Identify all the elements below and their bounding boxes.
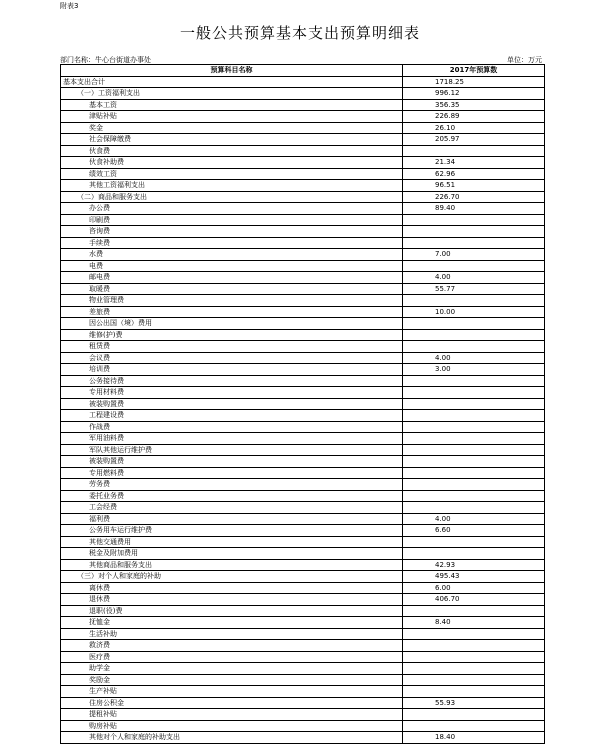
row-item-name: 奖金	[61, 122, 403, 134]
table-row	[61, 157, 545, 169]
table-row	[61, 513, 545, 525]
row-item-name: （二）商品和服务支出	[61, 191, 403, 203]
row-amount: 495.43	[403, 571, 545, 583]
table-row	[61, 444, 545, 456]
row-item-name: 被装购置费	[61, 398, 403, 410]
row-amount	[403, 398, 545, 410]
row-item-name: 取暖费	[61, 283, 403, 295]
row-amount	[403, 686, 545, 698]
table-row	[61, 421, 545, 433]
table-row	[61, 651, 545, 663]
table-row	[61, 134, 545, 146]
table-row	[61, 318, 545, 330]
row-item-name: 退休费	[61, 594, 403, 606]
table-row	[61, 122, 545, 134]
table-row	[61, 605, 545, 617]
row-amount: 89.40	[403, 203, 545, 215]
table-row	[61, 191, 545, 203]
row-item-name: 专用燃料费	[61, 467, 403, 479]
table-body	[61, 76, 545, 743]
row-amount: 42.93	[403, 559, 545, 571]
row-item-name: 伙食补助费	[61, 157, 403, 169]
row-amount	[403, 260, 545, 272]
row-amount	[403, 605, 545, 617]
row-amount: 4.00	[403, 352, 545, 364]
table-row	[61, 582, 545, 594]
row-item-name: 劳务费	[61, 479, 403, 491]
table-row	[61, 88, 545, 100]
row-item-name: 其他对个人和家庭的补助支出	[61, 732, 403, 744]
table-row	[61, 329, 545, 341]
row-amount	[403, 214, 545, 226]
row-amount: 4.00	[403, 513, 545, 525]
row-amount: 205.97	[403, 134, 545, 146]
table-row	[61, 180, 545, 192]
table-row	[61, 686, 545, 698]
row-item-name: 助学金	[61, 663, 403, 675]
row-amount	[403, 467, 545, 479]
row-amount	[403, 145, 545, 157]
table-row	[61, 628, 545, 640]
row-amount	[403, 410, 545, 422]
row-item-name: 租赁费	[61, 341, 403, 353]
row-amount	[403, 295, 545, 307]
row-item-name: 奖励金	[61, 674, 403, 686]
row-amount	[403, 502, 545, 514]
row-item-name: 医疗费	[61, 651, 403, 663]
row-item-name: 生产补贴	[61, 686, 403, 698]
row-item-name: 维修(护)费	[61, 329, 403, 341]
table-row	[61, 295, 545, 307]
row-item-name: 福利费	[61, 513, 403, 525]
row-amount: 55.93	[403, 697, 545, 709]
row-item-name: 公务接待费	[61, 375, 403, 387]
row-amount	[403, 318, 545, 330]
row-amount	[403, 663, 545, 675]
row-amount: 10.00	[403, 306, 545, 318]
row-amount	[403, 341, 545, 353]
table-row	[61, 249, 545, 261]
table-row	[61, 168, 545, 180]
table-row	[61, 433, 545, 445]
row-item-name: 税金及附加费用	[61, 548, 403, 560]
row-amount: 406.70	[403, 594, 545, 606]
row-item-name: 工会经费	[61, 502, 403, 514]
row-amount: 26.10	[403, 122, 545, 134]
table-row	[61, 732, 545, 744]
row-item-name: 咨询费	[61, 226, 403, 238]
row-item-name: 水费	[61, 249, 403, 261]
table-row	[61, 387, 545, 399]
table-row	[61, 145, 545, 157]
row-item-name: 工程建设费	[61, 410, 403, 422]
table-row	[61, 525, 545, 537]
row-amount	[403, 479, 545, 491]
table-row	[61, 410, 545, 422]
row-amount	[403, 720, 545, 732]
row-item-name: 其他商品和服务支出	[61, 559, 403, 571]
table-row	[61, 341, 545, 353]
table-row	[61, 306, 545, 318]
table-row	[61, 111, 545, 123]
row-amount: 1718.25	[403, 76, 545, 88]
table-row	[61, 548, 545, 560]
row-amount: 21.34	[403, 157, 545, 169]
row-item-name: 物业管理费	[61, 295, 403, 307]
table-row	[61, 99, 545, 111]
table-header-row	[61, 65, 545, 77]
row-item-name: 离休费	[61, 582, 403, 594]
row-amount: 226.70	[403, 191, 545, 203]
row-item-name: 其他工资福利支出	[61, 180, 403, 192]
row-item-name: 购房补贴	[61, 720, 403, 732]
row-amount: 55.77	[403, 283, 545, 295]
row-item-name: 基本支出合计	[61, 76, 403, 88]
row-item-name: 社会保障缴费	[61, 134, 403, 146]
row-item-name: 作战费	[61, 421, 403, 433]
row-item-name: 印刷费	[61, 214, 403, 226]
table-row	[61, 479, 545, 491]
table-row	[61, 76, 545, 88]
row-amount: 3.00	[403, 364, 545, 376]
row-amount	[403, 628, 545, 640]
row-amount: 226.89	[403, 111, 545, 123]
row-amount: 996.12	[403, 88, 545, 100]
row-amount	[403, 421, 545, 433]
row-amount	[403, 456, 545, 468]
row-item-name: 抚恤金	[61, 617, 403, 629]
header-budget-amount: 2017年预算数	[403, 65, 545, 77]
row-item-name: 救济费	[61, 640, 403, 652]
row-item-name: （一）工资福利支出	[61, 88, 403, 100]
row-amount: 8.40	[403, 617, 545, 629]
row-item-name: 绩效工资	[61, 168, 403, 180]
row-item-name: 被装购置费	[61, 456, 403, 468]
table-row	[61, 456, 545, 468]
row-amount	[403, 444, 545, 456]
row-amount: 6.00	[403, 582, 545, 594]
table-row	[61, 571, 545, 583]
row-amount	[403, 651, 545, 663]
page-title: 一般公共预算基本支出预算明细表	[179, 24, 420, 42]
budget-table	[60, 64, 545, 744]
row-amount	[403, 640, 545, 652]
row-amount	[403, 329, 545, 341]
table-row	[61, 617, 545, 629]
table-row	[61, 536, 545, 548]
row-item-name: 基本工资	[61, 99, 403, 111]
row-amount	[403, 387, 545, 399]
unit-label: 单位：万元	[507, 56, 542, 64]
row-amount	[403, 548, 545, 560]
row-amount: 6.60	[403, 525, 545, 537]
table-row	[61, 490, 545, 502]
row-item-name: 津贴补贴	[61, 111, 403, 123]
table-row	[61, 559, 545, 571]
table-row	[61, 214, 545, 226]
row-amount: 4.00	[403, 272, 545, 284]
table-row	[61, 237, 545, 249]
row-amount	[403, 375, 545, 387]
row-item-name: 伙食费	[61, 145, 403, 157]
table-row	[61, 283, 545, 295]
row-item-name: 委托业务费	[61, 490, 403, 502]
row-item-name: 生活补助	[61, 628, 403, 640]
row-item-name: 会议费	[61, 352, 403, 364]
row-item-name: 提租补贴	[61, 709, 403, 721]
table-row	[61, 594, 545, 606]
row-item-name: 因公出国（境）费用	[61, 318, 403, 330]
row-item-name: 差旅费	[61, 306, 403, 318]
table-row	[61, 720, 545, 732]
table-row	[61, 375, 545, 387]
table-row	[61, 272, 545, 284]
row-item-name: （三）对个人和家庭的补助	[61, 571, 403, 583]
row-amount: 356.35	[403, 99, 545, 111]
row-item-name: 培训费	[61, 364, 403, 376]
row-item-name: 邮电费	[61, 272, 403, 284]
table-row	[61, 467, 545, 479]
row-amount	[403, 226, 545, 238]
row-amount	[403, 709, 545, 721]
table-row	[61, 502, 545, 514]
row-amount: 18.40	[403, 732, 545, 744]
row-amount	[403, 433, 545, 445]
row-item-name: 电费	[61, 260, 403, 272]
table-row	[61, 663, 545, 675]
row-amount: 96.51	[403, 180, 545, 192]
row-item-name: 退职(役)费	[61, 605, 403, 617]
row-item-name: 住房公积金	[61, 697, 403, 709]
row-amount	[403, 490, 545, 502]
row-item-name: 军队其他运行维护费	[61, 444, 403, 456]
table-row	[61, 674, 545, 686]
table-row	[61, 260, 545, 272]
table-row	[61, 203, 545, 215]
row-item-name: 办公费	[61, 203, 403, 215]
table-row	[61, 697, 545, 709]
row-amount: 62.96	[403, 168, 545, 180]
row-item-name: 手续费	[61, 237, 403, 249]
table-row	[61, 226, 545, 238]
row-amount	[403, 674, 545, 686]
table-row	[61, 709, 545, 721]
table-row	[61, 640, 545, 652]
row-item-name: 其他交通费用	[61, 536, 403, 548]
attachment-label: 附表3	[60, 2, 79, 10]
table-row	[61, 352, 545, 364]
table-row	[61, 364, 545, 376]
row-item-name: 专用材料费	[61, 387, 403, 399]
row-amount	[403, 536, 545, 548]
table-row	[61, 398, 545, 410]
department-label: 部门名称：牛心台街道办事处	[60, 56, 151, 64]
row-item-name: 公务用车运行维护费	[61, 525, 403, 537]
row-item-name: 军用油料费	[61, 433, 403, 445]
row-amount	[403, 237, 545, 249]
row-amount: 7.00	[403, 249, 545, 261]
header-item-name: 预算科目名称	[61, 65, 403, 77]
